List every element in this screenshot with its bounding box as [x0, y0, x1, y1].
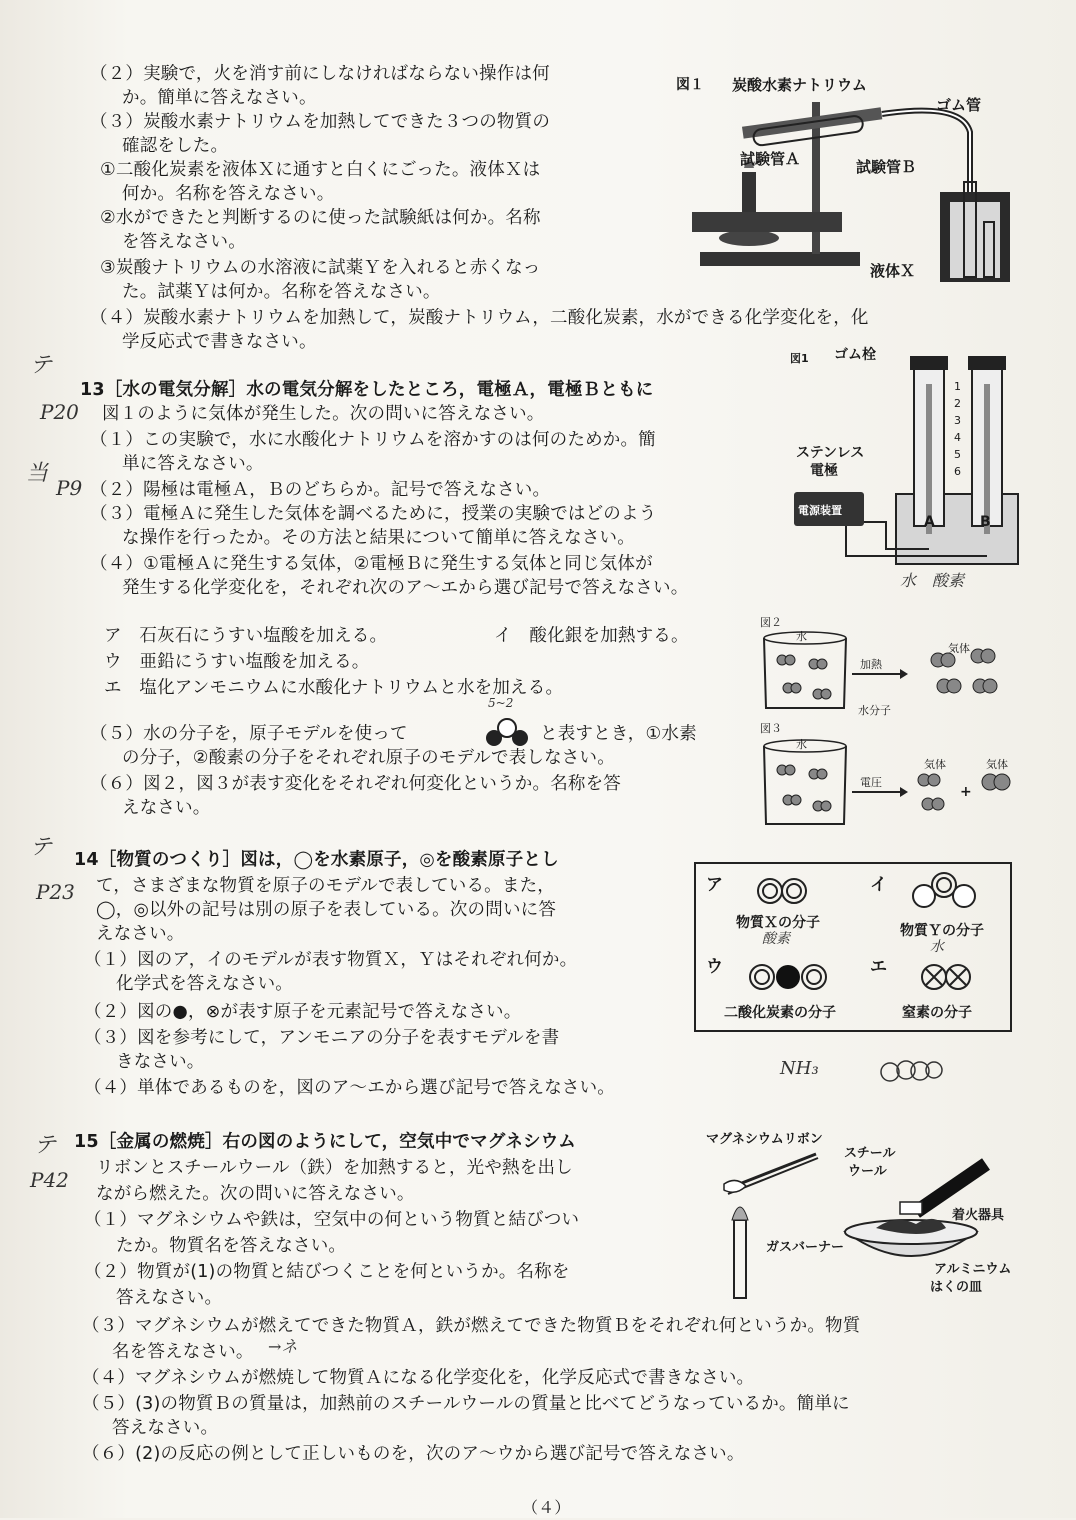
handwritten-ammonia-sketch	[878, 1056, 944, 1086]
gas-burner-label: ガスバーナー	[766, 1240, 845, 1255]
handwritten-formula: NH₃	[780, 1058, 819, 1079]
handwritten-page-ref: P20	[40, 400, 79, 424]
q12-line: か。簡単に答えなさい。	[122, 88, 317, 108]
handwritten-mark: 当	[26, 461, 49, 486]
q12-line: （２）実験で，火を消す前にしなければならない操作は何	[90, 64, 550, 84]
box-label-e: エ	[870, 957, 887, 977]
tube-scale: 123456	[954, 380, 961, 478]
q15-line: 答えなさい。	[112, 1418, 219, 1438]
molecule-model-box	[694, 862, 1012, 1032]
figure-3-voltage-change	[758, 720, 1028, 830]
q14-line: （３）図を参考にして，アンモニアの分子を表すモデルを書	[84, 1028, 560, 1048]
q14-line: て，さまざまな物質を原子のモデルで表している。また，	[96, 876, 555, 896]
q15-title: 15［金属の燃焼］右の図のようにして，空気中でマグネシウム	[74, 1132, 576, 1152]
co2-caption: 二酸化炭素の分子	[724, 1005, 836, 1021]
q13-line: （４）①電極Ａに発生する気体，②電極Ｂに発生する気体と同じ気体が	[90, 554, 653, 574]
q13-line: （６）図２，図３が表す変化をそれぞれ何変化というか。名称を答	[90, 774, 621, 794]
q12-line: を答えなさい。	[122, 232, 246, 252]
box-label-i: イ	[870, 875, 887, 895]
fig3-gas2-label: 気体	[986, 758, 1008, 771]
q15-line: たか。物質名を答えなさい。	[116, 1236, 347, 1256]
fig3-gas1-label: 気体	[924, 758, 946, 771]
test-tube-a-label: 試験管Ａ	[740, 150, 801, 168]
q14-line: えなさい。	[96, 924, 185, 944]
box-label-a: ア	[706, 875, 723, 895]
q15-line: 答えなさい。	[116, 1288, 223, 1308]
q15-line: （３）マグネシウムが燃えてできた物質Ａ，鉄が燃えてできた物質Ｂをそれぞれ何というか。物質	[82, 1316, 861, 1336]
steel-label-2: ウール	[848, 1164, 887, 1179]
handwritten-note: 水 酸素	[900, 571, 965, 590]
co2-model	[746, 962, 836, 992]
box-label-u: ウ	[706, 957, 723, 977]
fig1-label: 図１	[676, 77, 704, 93]
power-supply-label: 電源装置	[798, 504, 842, 517]
q15-line: ながら燃えた。次の問いに答えなさい。	[96, 1184, 415, 1204]
q13-line: な操作を行ったか。その方法と結果について簡単に答えなさい。	[122, 528, 635, 548]
liquid-x-label: 液体Ｘ	[870, 262, 916, 280]
q12-line: （３）炭酸水素ナトリウムを加熱してできた３つの物質の	[90, 112, 551, 132]
fig2-label: 図２	[760, 616, 782, 629]
q12-line: 何か。名称を答えなさい。	[122, 184, 335, 204]
metal-combustion-figure	[706, 1124, 1026, 1302]
stainless-label: ステンレス	[796, 445, 865, 461]
q13-line: えなさい。	[122, 798, 211, 818]
nitrogen-caption: 窒素の分子	[902, 1005, 972, 1021]
reagent-label: 炭酸水素ナトリウム	[732, 76, 867, 94]
fig2-water-molecule-label: 水分子	[858, 704, 891, 717]
q13-choice-a: ア 石灰石にうすい塩酸を加える。	[104, 626, 388, 646]
q13-choice-u: ウ 亜鉛にうすい塩酸を加える。	[104, 652, 370, 672]
handwritten-note: 酸素	[762, 931, 790, 947]
substance-y-model	[910, 870, 980, 910]
q13-line: と表すとき，①水素	[540, 724, 697, 744]
q15-line: （５）(3)の物質Ｂの質量は，加熱前のスチールウールの質量と比べてどうなっているか。簡単に	[82, 1394, 850, 1414]
q14-line: （１）図のア，イのモデルが表す物質Ｘ，Ｙはそれぞれ何か。	[84, 950, 578, 970]
q15-line: 名を答えなさい。	[112, 1342, 254, 1362]
test-tube-b-label: 試験管Ｂ	[856, 158, 917, 176]
steel-label-1: スチール	[844, 1146, 896, 1161]
q13-line: 単に答えなさい。	[122, 454, 264, 474]
igniter-label: 着火器具	[952, 1208, 1005, 1223]
aluminum-label: アルミニウム	[934, 1262, 1012, 1277]
handwritten-mark: テ	[34, 1133, 57, 1158]
figure-2-heat-change	[758, 616, 1028, 716]
q14-line: 化学式を答えなさい。	[116, 974, 293, 994]
fig1-electrolysis-label: 図1	[790, 352, 809, 365]
handwritten-note: 水	[930, 939, 944, 955]
q13-line: （５）水の分子を，原子モデルを使って	[90, 724, 408, 744]
q12-line: 確認をした。	[122, 136, 229, 156]
page-number: （４）	[522, 1498, 571, 1517]
foil-dish-label: はくの皿	[930, 1280, 983, 1295]
q13-line: （２）陽極は電極Ａ，Ｂのどちらか。記号で答えなさい。	[90, 480, 551, 500]
handwritten-mark: テ	[30, 353, 53, 378]
q13-choice-e: エ 塩化アンモニウムに水酸化ナトリウムと水を加える。	[104, 678, 564, 698]
q12-apparatus-figure	[672, 62, 1032, 302]
substance-y-caption: 物質Ｙの分子	[900, 923, 984, 939]
q13-line: の分子，②酸素の分子をそれぞれ原子のモデルで表しなさい。	[122, 748, 615, 768]
electrode-label: 電極	[810, 463, 838, 479]
q13-title: 13［水の電気分解］水の電気分解をしたところ，電極Ａ，電極Ｂともに	[80, 380, 654, 400]
q12-line: ②水ができたと判断するのに使った試験紙は何か。名称	[100, 208, 541, 228]
q12-line: （４）炭酸水素ナトリウムを加熱して，炭酸ナトリウム，二酸化炭素，水ができる化学変化を，化	[90, 308, 869, 328]
fig3-label: 図３	[760, 722, 782, 735]
q13-line: （１）この実験で，水に水酸化ナトリウムを溶かすのは何のためか。簡	[90, 430, 656, 450]
handwritten-mark: テ	[30, 835, 53, 860]
q15-line: リボンとスチールウール（鉄）を加熱すると，光や熱を出し	[96, 1158, 573, 1178]
handwritten-page-ref: P23	[36, 880, 75, 904]
water-molecule-model	[482, 718, 532, 748]
q13-choice-i: イ 酸化銀を加熱する。	[494, 626, 689, 646]
fig3-voltage-label: 電圧	[860, 776, 882, 789]
magnesium-ribbon-label: マグネシウムリボン	[706, 1132, 823, 1147]
q14-line: きなさい。	[116, 1052, 205, 1072]
q15-line: （１）マグネシウムや鉄は，空気中の何という物質と結びつい	[84, 1210, 580, 1230]
nitrogen-model	[918, 962, 978, 992]
q12-line: た。試薬Ｙは何か。名称を答えなさい。	[122, 282, 441, 302]
q15-line: （２）物質が(1)の物質と結びつくことを何というか。名称を	[84, 1262, 570, 1282]
q14-line: ◯，◎以外の記号は別の原子を表している。次の問いに答	[96, 900, 557, 920]
q14-title: 14［物質のつくり］図は，◯を水素原子，◎を酸素原子とし	[74, 850, 559, 870]
q12-line: ①二酸化炭素を液体Ｘに通すと白くにごった。液体Ｘは	[100, 160, 541, 180]
electrode-b-label: B	[980, 514, 991, 530]
q12-line: 学反応式で書きなさい。	[122, 332, 317, 352]
handwritten-page-ref: P42	[30, 1168, 69, 1192]
rubber-stopper-label: ゴム栓	[834, 347, 876, 363]
fig2-gas-label: 気体	[948, 642, 970, 655]
fig2-heat-label: 加熱	[860, 658, 882, 671]
rubber-tube-label: ゴム管	[936, 96, 982, 114]
handwritten-page-ref: P9	[56, 476, 83, 500]
q13-line: 発生する化学変化を，それぞれ次のア～エから選び記号で答えなさい。	[122, 578, 689, 598]
q15-line: （４）マグネシウムが燃焼して物質Ａになる化学変化を，化学反応式で書きなさい。	[82, 1368, 755, 1388]
fig3-plus-sign: +	[960, 784, 972, 800]
fig2-water-label: 水	[796, 630, 807, 643]
q13-line: 図１のように気体が発生した。次の問いに答えなさい。	[102, 404, 545, 424]
q14-line: （４）単体であるものを，図のア～エから選び記号で答えなさい。	[84, 1078, 615, 1098]
handwritten-note: 5~2	[488, 696, 514, 710]
fig3-water-label: 水	[796, 738, 807, 751]
electrode-a-label: A	[924, 514, 935, 530]
q13-line: （３）電極Ａに発生した気体を調べるために，授業の実験ではどのよう	[90, 504, 657, 524]
q14-line: （２）図の●，⊗が表す原子を元素記号で答えなさい。	[84, 1002, 522, 1022]
electrolysis-figure	[786, 344, 1026, 574]
q15-line: （６）(2)の反応の例として正しいものを，次のア～ウから選び記号で答えなさい。	[82, 1444, 745, 1464]
handwritten-note: →ネ	[268, 1337, 298, 1356]
substance-x-model	[754, 876, 814, 906]
substance-x-caption: 物質Ｘの分子	[736, 915, 820, 931]
q12-line: ③炭酸ナトリウムの水溶液に試薬Ｙを入れると赤くなっ	[100, 258, 541, 278]
